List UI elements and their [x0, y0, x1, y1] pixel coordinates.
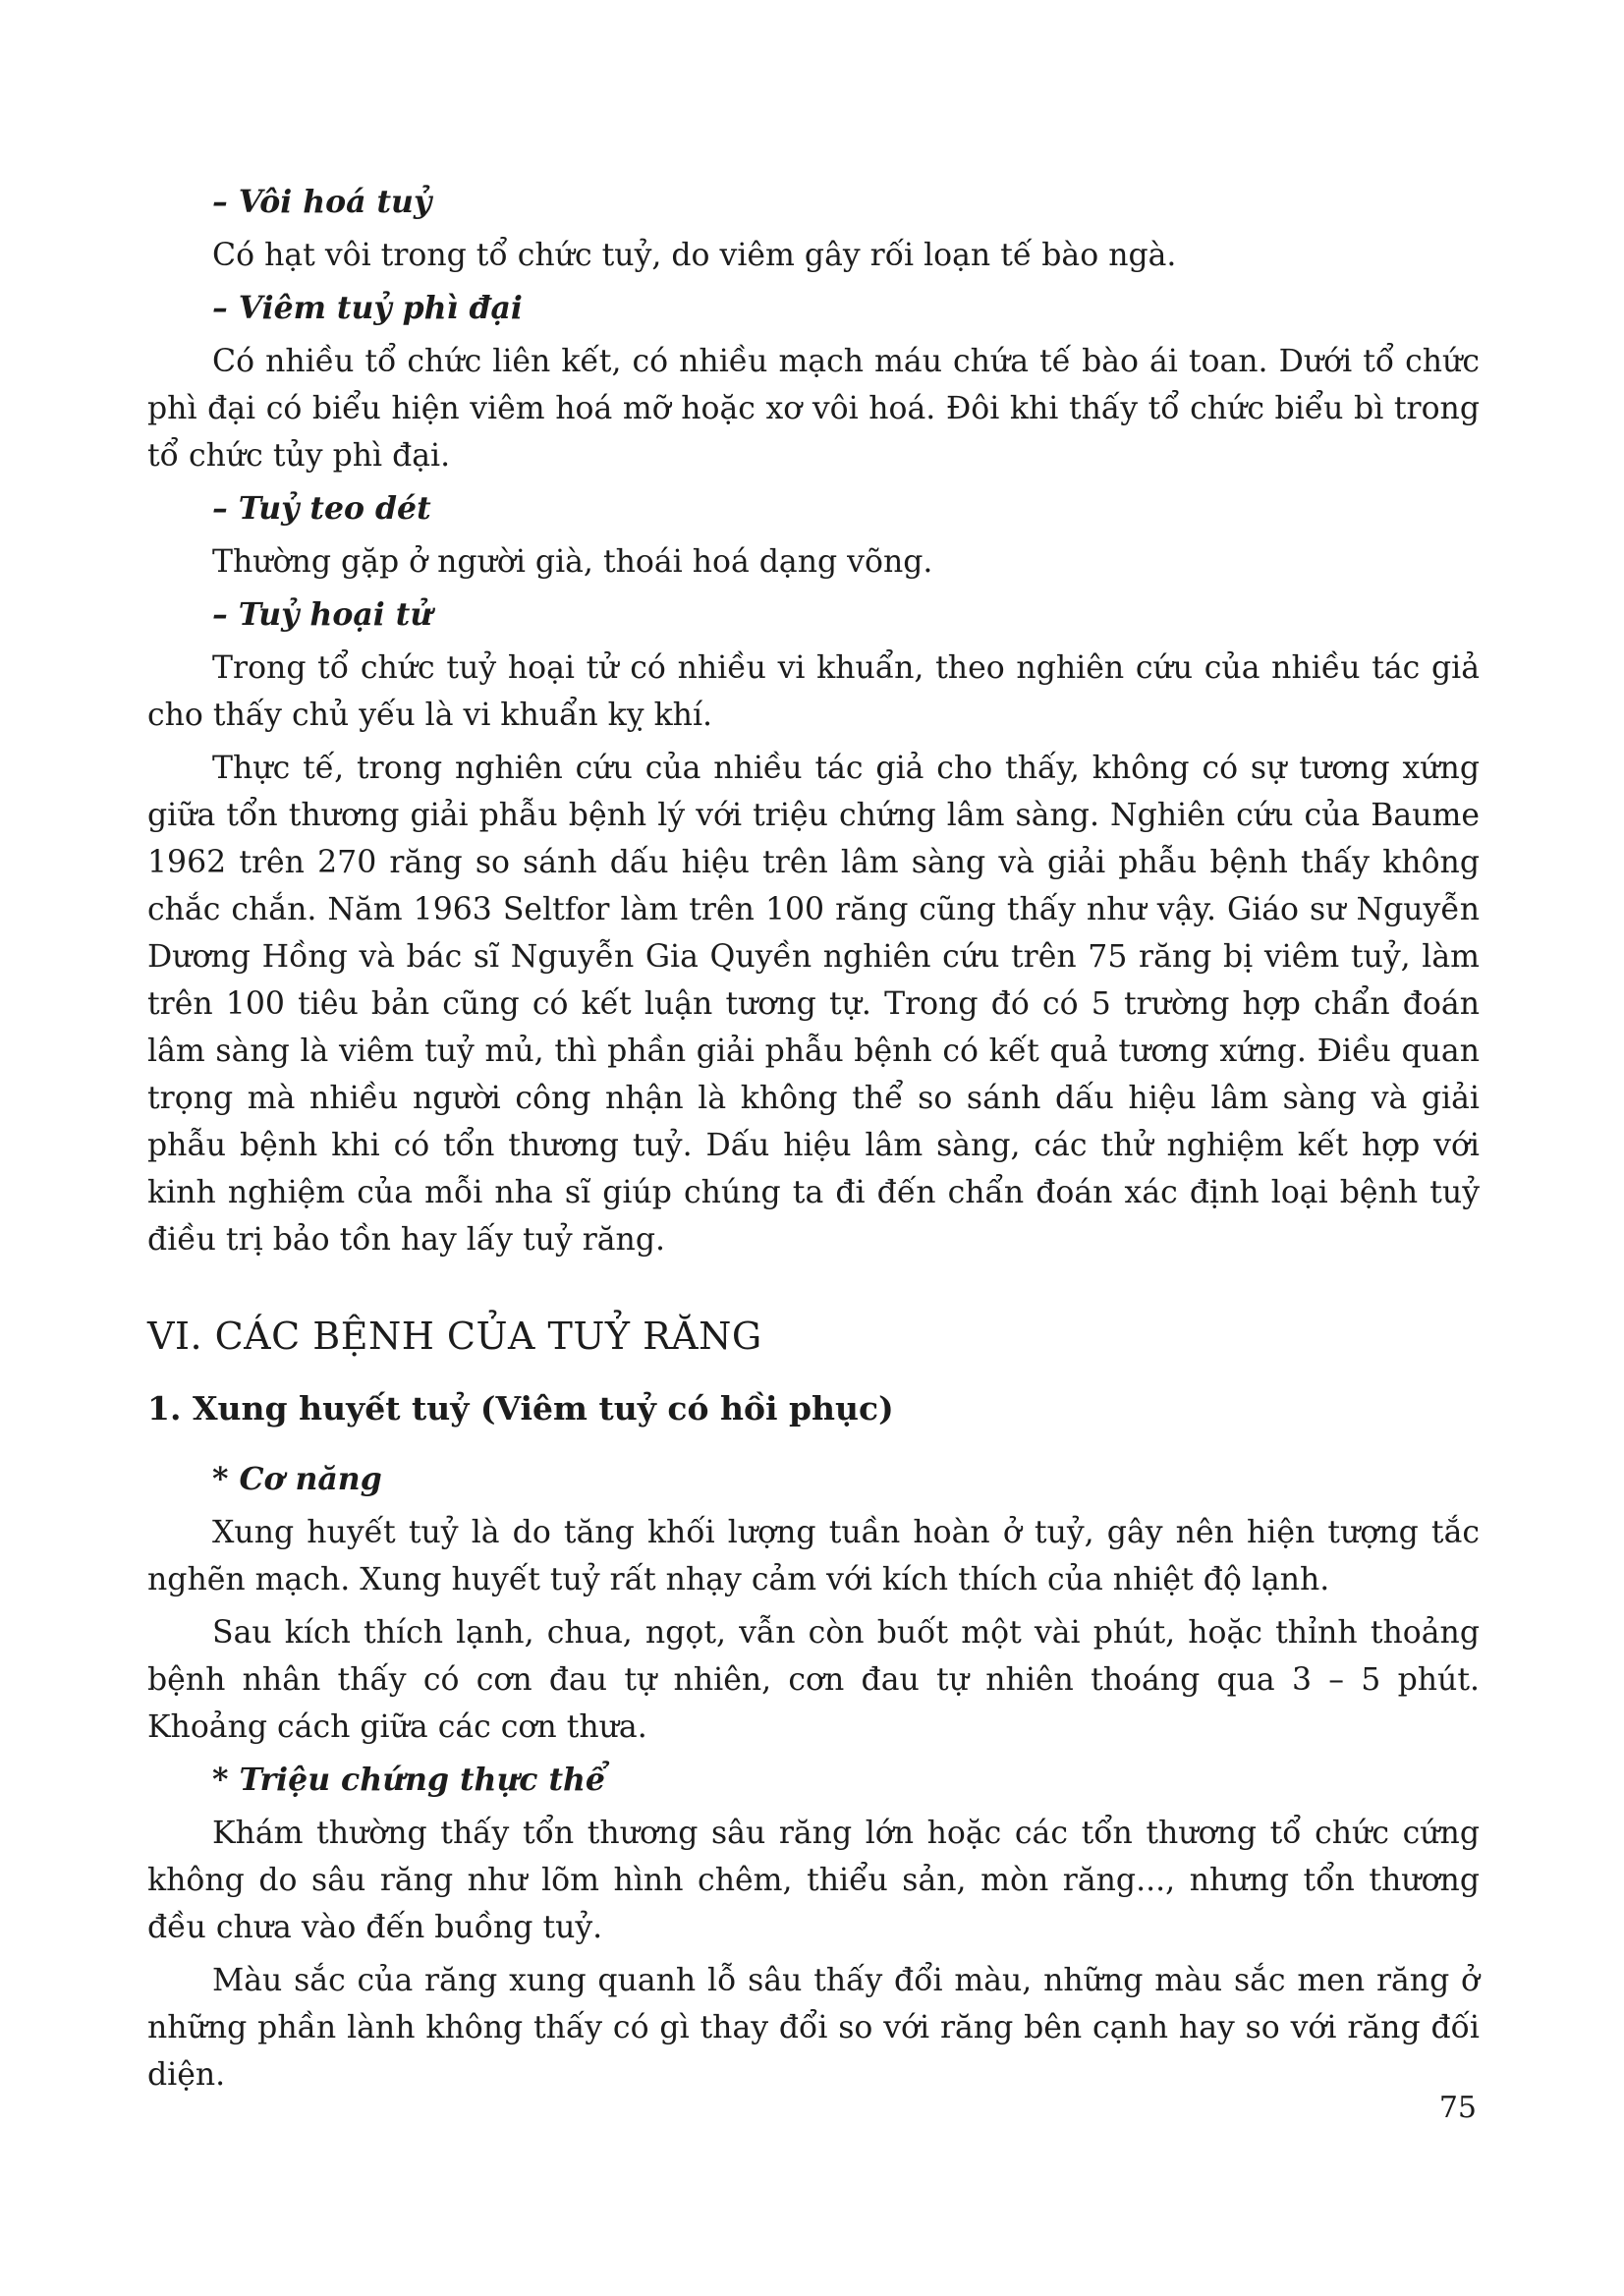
summary-paragraph: Thực tế, trong nghiên cứu của nhiều tác giả cho thấy, không có sự tương xứng giữa tổn thương giải phẫu bệnh lý với triệu chứng lâm sàng. Nghiên cứu của Baume 1962 trên 270 răng so sánh dấu hiệu trên lâm sàng và giải phẫu bệnh thấy không chắc chắn. Năm 1963 Seltfor làm trên 100 răng cũng thấy như vậy. Giáo sư Nguyễn Dương Hồng và bác sĩ Nguyễn Gia Quyền nghiên cứu trên 75 răng bị viêm tuỷ, làm trên 100 tiêu bản cũng có kết luận tương tự. Trong đó có 5 trường hợp chẩn đoán lâm sàng là viêm tuỷ mủ, thì phần giải phẫu bệnh có kết quả tương xứng. Điều quan trọng mà nhiều người công nhận là không thể so sánh dấu hiệu lâm sàng và giải phẫu bệnh khi có tổn thương tuỷ. Dấu hiệu lâm sàng, các thử nghiệm kết hợp với kinh nghiệm của mỗi nha sĩ giúp chúng ta đi đến chẩn đoán xác định loại bệnh tuỷ điều trị bảo tồn hay lấy tuỷ răng.	[147, 751, 1480, 1258]
co-nang-heading: * Cơ năng	[212, 1461, 382, 1497]
item-heading: – Tuỷ teo dét	[212, 490, 431, 527]
item-text: Có hạt vôi trong tổ chức tuỷ, do viêm gây rối loạn tế bào ngà.	[212, 238, 1177, 273]
section-title: VI. CÁC BỆNH CỦA TUỶ RĂNG	[147, 1315, 762, 1358]
item-heading: – Vôi hoá tuỷ	[212, 184, 432, 220]
item-heading: – Viêm tuỷ phì đại	[212, 290, 523, 326]
trieu-chung-paragraph: Khám thường thấy tổn thương sâu răng lớn hoặc các tổn thương tổ chức cứng không do sâu răng như lõm hình chêm, thiểu sản, mòn răng..., nhưng tổn thương đều chưa vào đến buồng tuỷ.	[147, 1816, 1480, 1945]
co-nang-paragraph: Sau kích thích lạnh, chua, ngọt, vẫn còn buốt một vài phút, hoặc thỉnh thoảng bệnh nhân thấy có cơn đau tự nhiên, cơn đau tự nhiên thoáng qua 3 – 5 phút. Khoảng cách giữa các cơn thưa.	[147, 1615, 1480, 1745]
co-nang-paragraph: Xung huyết tuỷ là do tăng khối lượng tuần hoàn ở tuỷ, gây nên hiện tượng tắc nghẽn mạch. Xung huyết tuỷ rất nhạy cảm với kích thích của nhiệt độ lạnh.	[147, 1515, 1480, 1597]
item-heading: – Tuỷ hoại tử	[212, 596, 433, 633]
trieu-chung-paragraph: Màu sắc của răng xung quanh lỗ sâu thấy đổi màu, những màu sắc men răng ở những phần lành không thấy có gì thay đổi so với răng bên cạnh hay so với răng đối diện.	[147, 1963, 1480, 2093]
document-page	[147, 175, 1480, 2104]
item-text: Trong tổ chức tuỷ hoại tử có nhiều vi khuẩn, theo nghiên cứu của nhiều tác giả cho thấy chủ yếu là vi khuẩn kỵ khí.	[147, 650, 1480, 733]
item-text: Có nhiều tổ chức liên kết, có nhiều mạch máu chứa tế bào ái toan. Dưới tổ chức phì đại có biểu hiện viêm hoá mỡ hoặc xơ vôi hoá. Đôi khi thấy tổ chức biểu bì trong tổ chức tủy phì đại.	[147, 344, 1480, 474]
page-number: 75	[1438, 2091, 1477, 2125]
trieu-chung-heading: * Triệu chứng thực thể	[212, 1762, 605, 1798]
item-text: Thường gặp ở người già, thoái hoá dạng võng.	[212, 544, 933, 580]
subsection-title: 1. Xung huyết tuỷ (Viêm tuỷ có hồi phục)	[147, 1389, 894, 1428]
